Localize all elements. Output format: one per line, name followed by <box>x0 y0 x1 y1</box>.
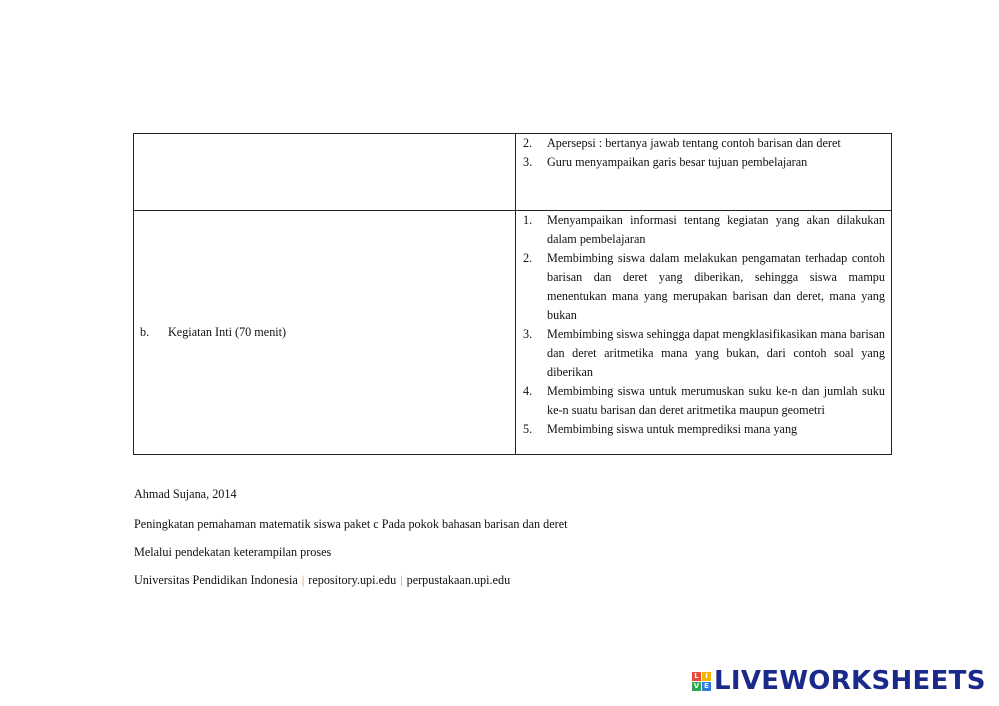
steps-cell <box>516 211 892 455</box>
logo-mark-icon <box>692 672 711 691</box>
footer-repo-link[interactable]: repository.upi.edu <box>308 573 397 587</box>
activity-label-cell <box>134 211 516 455</box>
lesson-plan-table <box>133 133 892 455</box>
item-number: 2. <box>523 251 533 265</box>
item-text: Guru menyampaikan garis besar tujuan pembelajaran <box>547 155 808 169</box>
list-item <box>523 134 885 153</box>
item-text: Membimbing siswa untuk memprediksi mana yang <box>547 422 798 436</box>
footer-title-line1: Peningkatan pemahaman matematik siswa paket c Pada pokok bahasan barisan dan deret <box>134 517 568 531</box>
footer-separator: | <box>400 573 403 587</box>
steps-cell <box>516 134 892 211</box>
item-number: 3. <box>523 155 533 169</box>
list-item <box>523 211 885 249</box>
table-cell-empty <box>134 134 516 211</box>
footer-university: Universitas Pendidikan Indonesia <box>134 573 298 587</box>
footer-author: Ahmad Sujana, 2014 <box>134 487 237 501</box>
item-text: Apersepsi : bertanya jawab tentang contoh barisan dan deret <box>547 136 841 150</box>
logo-mark-cell: E <box>702 682 711 691</box>
logo-mark-cell: V <box>693 681 700 690</box>
footer-library-link[interactable]: perpustakaan.upi.edu <box>406 573 511 587</box>
steps-list <box>516 134 891 172</box>
item-text: Membimbing siswa dalam melakukan pengamatan terhadap contoh barisan dan deret yang diberikan, sehingga siswa mampu menentukan mana yang merupakan barisan dan deret, mana yang bukan <box>547 251 885 322</box>
item-number: 2. <box>523 136 533 150</box>
logo-mark-cell: L <box>692 672 701 681</box>
list-item <box>523 325 885 382</box>
footer-title-line2: Melalui pendekatan keterampilan proses <box>134 545 332 559</box>
footer-separator: | <box>301 573 305 587</box>
item-number: 4. <box>523 384 533 398</box>
activity-label: Kegiatan Inti (70 menit) <box>168 325 287 339</box>
table-row <box>134 134 892 211</box>
item-text: Membimbing siswa sehingga dapat mengklasifikasikan mana barisan dan deret aritmetika mana yang bukan, dari contoh soal yang diberikan <box>547 327 885 379</box>
item-number: 3. <box>523 327 533 341</box>
list-item <box>523 153 885 172</box>
logo-mark-cell: I <box>702 672 711 681</box>
item-text: Membimbing siswa untuk merumuskan suku ke-n dan jumlah suku ke-n suatu barisan dan deret aritmetika maupun geometri <box>547 384 885 417</box>
list-item <box>523 382 885 420</box>
activity-letter: b. <box>140 325 150 339</box>
footer-source-line <box>134 573 510 588</box>
item-number: 5. <box>523 422 533 436</box>
item-text: Menyampaikan informasi tentang kegiatan yang akan dilakukan dalam pembelajaran <box>547 213 885 246</box>
table-row <box>134 211 892 455</box>
logo-wordmark: LIVEWORKSHEETS <box>714 666 986 696</box>
list-item <box>523 420 885 439</box>
liveworksheets-logo[interactable] <box>692 666 986 696</box>
steps-list <box>516 211 891 439</box>
item-number: 1. <box>523 213 533 227</box>
list-item <box>523 249 885 325</box>
